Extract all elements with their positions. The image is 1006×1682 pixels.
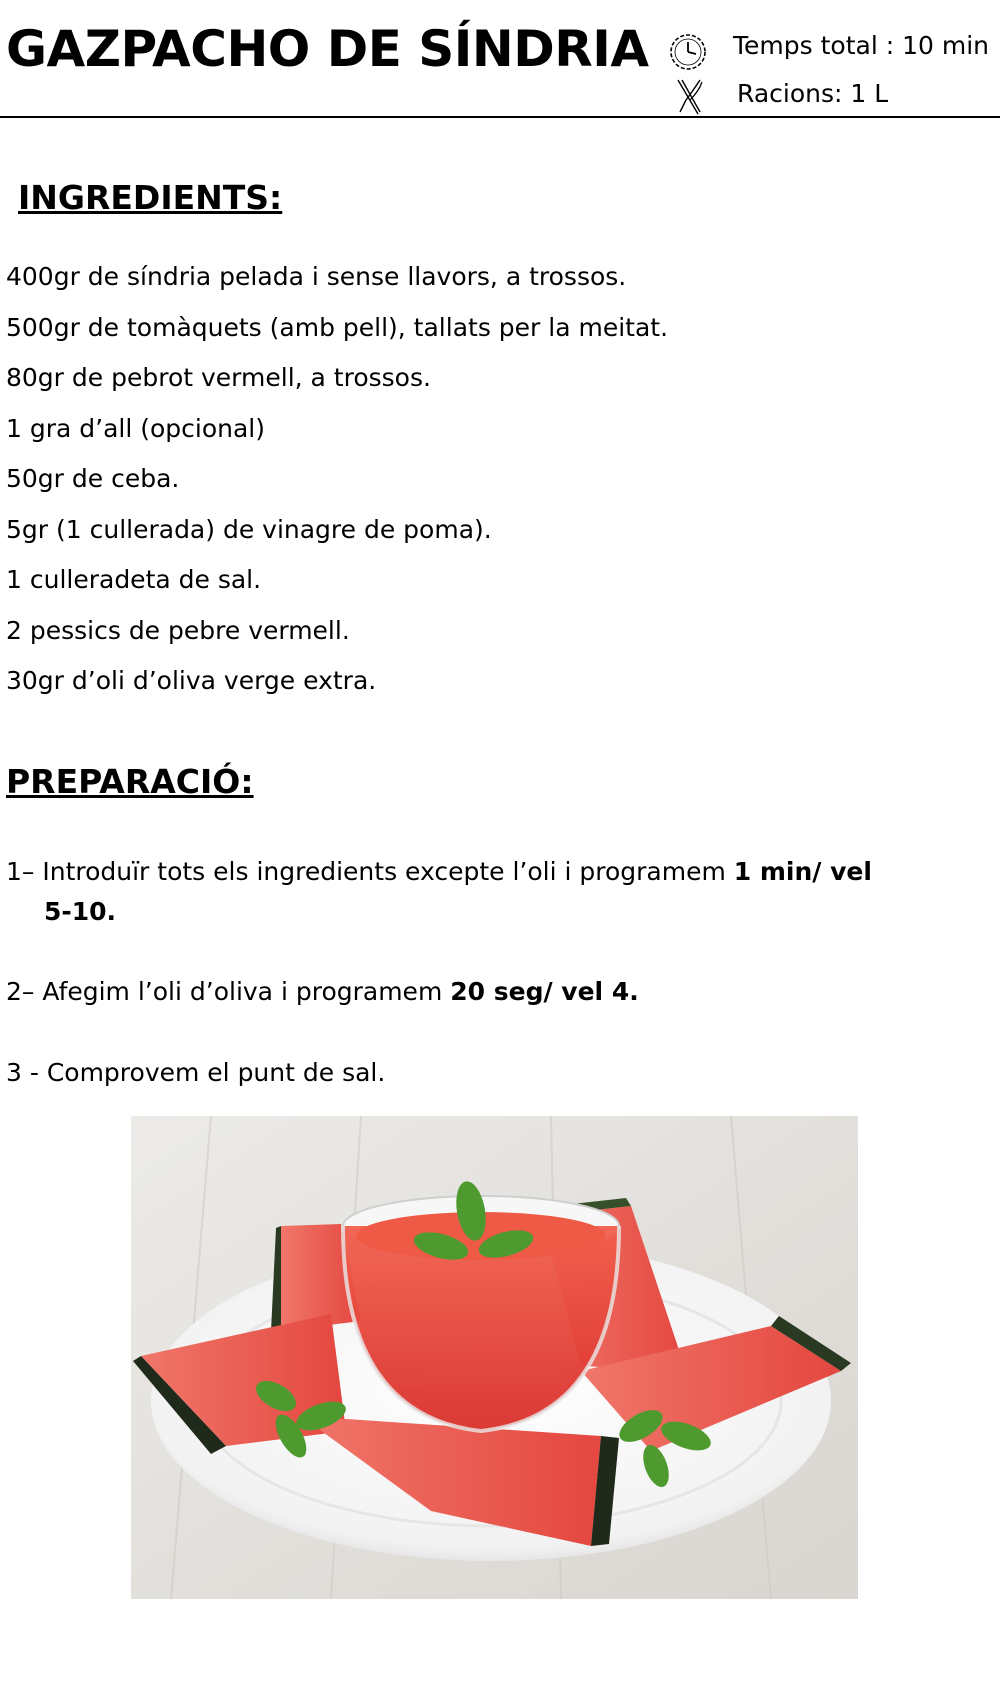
ingredient-item: 500gr de tomàquets (amb pell), tallats per la meitat.: [6, 312, 669, 342]
preparation-heading: PREPARACIÓ:: [6, 762, 254, 801]
ingredients-list: [6, 252, 668, 707]
step-setting-continuation: 5-10.: [44, 897, 117, 926]
clock-icon: [668, 32, 708, 72]
cutlery-icon: [672, 78, 706, 118]
ingredients-heading: INGREDIENTS:: [18, 178, 283, 217]
step-text: 2– Afegim l’oli d’oliva i programem: [6, 977, 451, 1006]
preparation-step: [6, 972, 996, 1012]
preparation-step: [6, 1053, 996, 1093]
preparation-steps: [6, 852, 996, 1093]
servings: Racions: 1 L: [737, 79, 889, 108]
ingredient-item: 400gr de síndria pelada i sense llavors, a trossos.: [6, 262, 627, 291]
ingredient-item: 30gr d’oli d’oliva verge extra.: [6, 666, 377, 695]
step-setting: 20 seg/ vel 4.: [450, 977, 639, 1006]
ingredient-item: 2 pessics de pebre vermell.: [6, 615, 350, 645]
preparation-step: [6, 852, 996, 932]
ingredient-item: 1 gra d’all (opcional): [6, 413, 266, 443]
step-text: 1– Introduïr tots els ingredients excepte l’oli i programem: [6, 857, 734, 886]
ingredient-item: 1 culleradeta de sal.: [6, 565, 262, 594]
step-setting: 1 min/ vel: [733, 857, 872, 886]
ingredient-item: 5gr (1 cullerada) de vinagre de poma).: [6, 514, 492, 544]
ingredient-item: 80gr de pebrot vermell, a trossos.: [6, 363, 431, 392]
ingredient-item: 50gr de ceba.: [6, 464, 180, 493]
header-divider: [0, 116, 1000, 118]
total-time: Temps total : 10 min: [733, 31, 989, 60]
gazpacho-illustration: [131, 1116, 858, 1599]
recipe-title: GAZPACHO DE SÍNDRIA: [6, 20, 649, 78]
watermelon-gazpacho-photo: [131, 1116, 858, 1599]
step-text: 3 - Comprovem el punt de sal.: [6, 1058, 386, 1087]
recipe-header: [0, 0, 1006, 120]
